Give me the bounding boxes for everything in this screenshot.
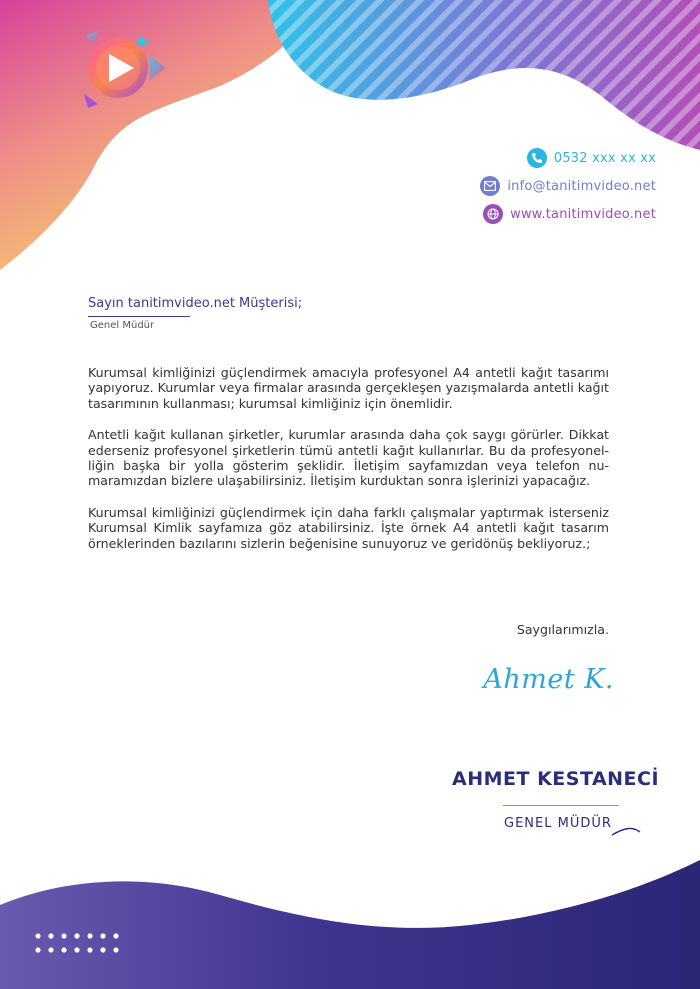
- salutation: Sayın tanitimvideo.net Müşterisi;: [88, 296, 303, 311]
- contact-website[interactable]: [483, 204, 656, 224]
- paragraph: Kurumsal kimliğinizi güçlendirmek için daha farklı çalışmalar yaptırmak isterseniz Kurumsal Kimlik sayfamıza göz atabilirsiniz. İşte örnek A4 antetli kağıt tasarım örneklerinden bazılarını sizlerin beğenisine sunuyoruz ve geridönüş bekliyoruz.;: [88, 504, 609, 551]
- letter-body: [88, 365, 609, 567]
- top-left-wave: [0, 0, 322, 270]
- top-right-wave: [268, 0, 700, 150]
- phone-icon: [527, 148, 547, 168]
- contact-email[interactable]: [480, 176, 656, 196]
- title-swoosh: [612, 828, 640, 835]
- globe-icon: [483, 204, 503, 224]
- website-text: www.tanitimvideo.net: [510, 206, 656, 222]
- closing: Saygılarımızla.: [516, 622, 609, 637]
- sender-role: Genel Müdür: [90, 320, 155, 331]
- bottom-wave: [0, 860, 700, 989]
- phone-text: 0532 xxx xx xx: [553, 150, 656, 166]
- email-icon: [480, 176, 500, 196]
- signoff-title: GENEL MÜDÜR: [504, 816, 612, 831]
- signoff-divider: [503, 805, 619, 806]
- salutation-divider: [88, 316, 190, 317]
- signature: Ahmet K.: [483, 664, 614, 695]
- email-text: info@tanitimvideo.net: [507, 178, 656, 194]
- paragraph: Antetli kağıt kullanan şirketler, kurumlar arasında daha çok saygı görürler. Dikkat ederseniz profesyonel şirketlerin tümü antetli kağıt kullanırlar. Bu da profesyonel-liğin başka bir yolla gösterim şeklidir. İletişim sayfamızdan veya telefon nu-maramızdan bizlere ulaşabilirsiniz. İletişim kurduktan sonra işlerinizi yapacağız.: [88, 427, 609, 489]
- signoff-name: AHMET KESTANECİ: [452, 768, 660, 790]
- contact-phone[interactable]: [527, 148, 656, 168]
- paragraph: Kurumsal kimliğinizi güçlendirmek amacıyla profesyonel A4 antetli kağıt tasarımı yapıyoruz. Kurumlar veya firmalar arasında gerçekleşen yazışmalarda antetli kağıt tasarımının kullanması; kurumsal kimliğiniz için önemlidir.: [88, 365, 609, 411]
